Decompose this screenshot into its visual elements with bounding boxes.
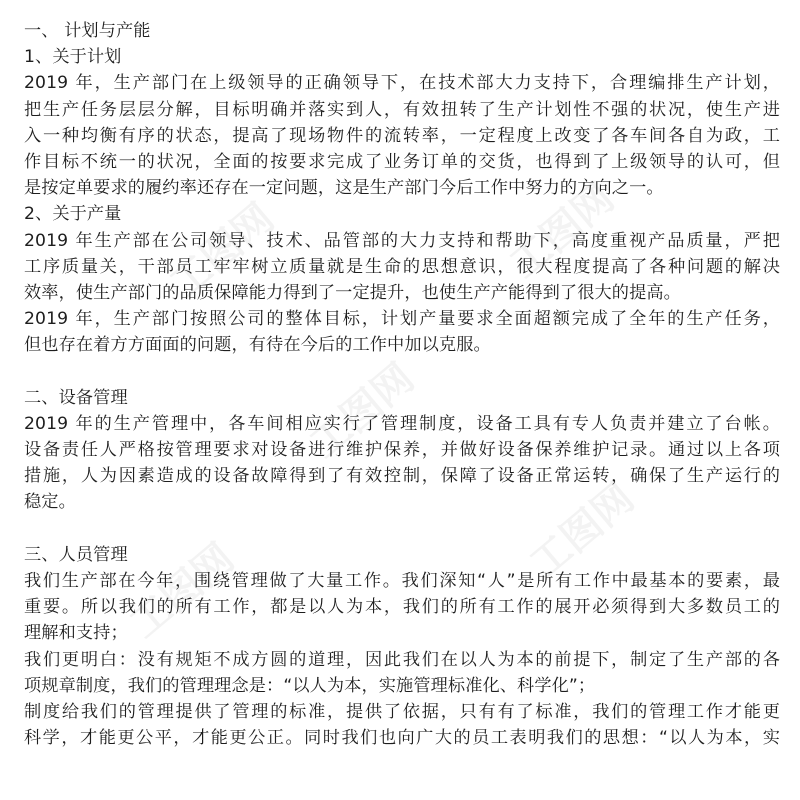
document-line: 我们生产部在今年，围绕管理做了大量工作。我们深知“人”是所有工作中最基本的要素，最	[24, 570, 780, 591]
document-line: 入一种均衡有序的状态，提高了现场物件的流转率，一定程度上改变了各车间各自为政，工	[24, 125, 780, 146]
document-line: 2019 年的生产管理中，各车间相应实行了管理制度，设备工具有专人负责并建立了台帐。	[24, 413, 780, 434]
document-line: 作目标不统一的状况，全面的按要求完成了业务订单的交货，也得到了上级领导的认可，但	[24, 151, 780, 172]
watermark-2: 工图网	[501, 174, 623, 288]
document-line: 效率，使生产部门的品质保障能力得到了一定提升，也使生产产能得到了很大的提高。	[24, 282, 681, 303]
watermark-3: 工图网	[301, 354, 423, 468]
document-line: 二、设备管理	[24, 387, 128, 408]
document-line: 设备责任人严格按管理要求对设备进行维护保养，并做好设备保养维护记录。通过以上各项	[24, 440, 780, 460]
document-line: 2019 年，生产部门在上级领导的正确领导下，在技术部大力支持下，合理编排生产计划，	[24, 73, 780, 94]
document-line: 2019 年生产部在公司领导、技术、品管部的大力支持和帮助下，高度重视产品质量，严把	[24, 230, 780, 251]
document-line: 项规章制度，我们的管理理念是：“以人为本，实施管理标准化、科学化”；	[24, 675, 596, 696]
blank-line	[24, 358, 780, 384]
document-line: 制度给我们的管理提供了管理的标准，提供了依据，只有有了标准，我们的管理工作才能更	[24, 701, 780, 722]
watermark-1: 工图网	[161, 194, 283, 308]
document-line: 三、人员管理	[24, 544, 128, 565]
document-line: 理解和支持；	[24, 623, 128, 644]
document-line: 工序质量关，干部员工牢牢树立质量就是生命的思想意识，很大程度提高了各种问题的解决	[24, 256, 780, 277]
document-body	[24, 18, 780, 751]
document-line: 2019 年，生产部门按照公司的整体目标，计划产量要求全面超额完成了全年的生产任务，	[24, 309, 780, 330]
document-line: 重要。所以我们的所有工作，都是以人为本，我们的所有工作的展开必须得到大多数员工的	[24, 597, 780, 618]
document-line: 措施，人为因素造成的设备故障得到了有效控制，保障了设备正常运转，确保了生产运行的	[24, 466, 780, 487]
document-line: 1、关于计划	[24, 47, 122, 68]
watermark-4: 工图网	[521, 474, 643, 588]
document-line: 我们更明白：没有规矩不成方圆的道理，因此我们在以人为本的前提下，制定了生产部的各	[24, 649, 780, 670]
document-line: 是按定单要求的履约率还存在一定问题，这是生产部门今后工作中努力的方向之一。	[24, 178, 664, 199]
document-line: 把生产任务层层分解，目标明确并落实到人，有效扭转了生产计划性不强的状况，使生产进	[24, 99, 780, 120]
blank-line	[24, 516, 780, 542]
document-line: 稳定。	[24, 492, 76, 513]
document-line: 但也存在着方方面面的问题，有待在今后的工作中加以克服。	[24, 335, 491, 356]
watermark-5: 工图网	[121, 534, 243, 648]
document-line: 一、 计划与产能	[24, 21, 151, 41]
document-line: 2、关于产量	[24, 204, 122, 225]
document-line: 科学，才能更公平，才能更公正。同时我们也向广大的员工表明我们的思想：“以人为本，实	[24, 728, 780, 749]
